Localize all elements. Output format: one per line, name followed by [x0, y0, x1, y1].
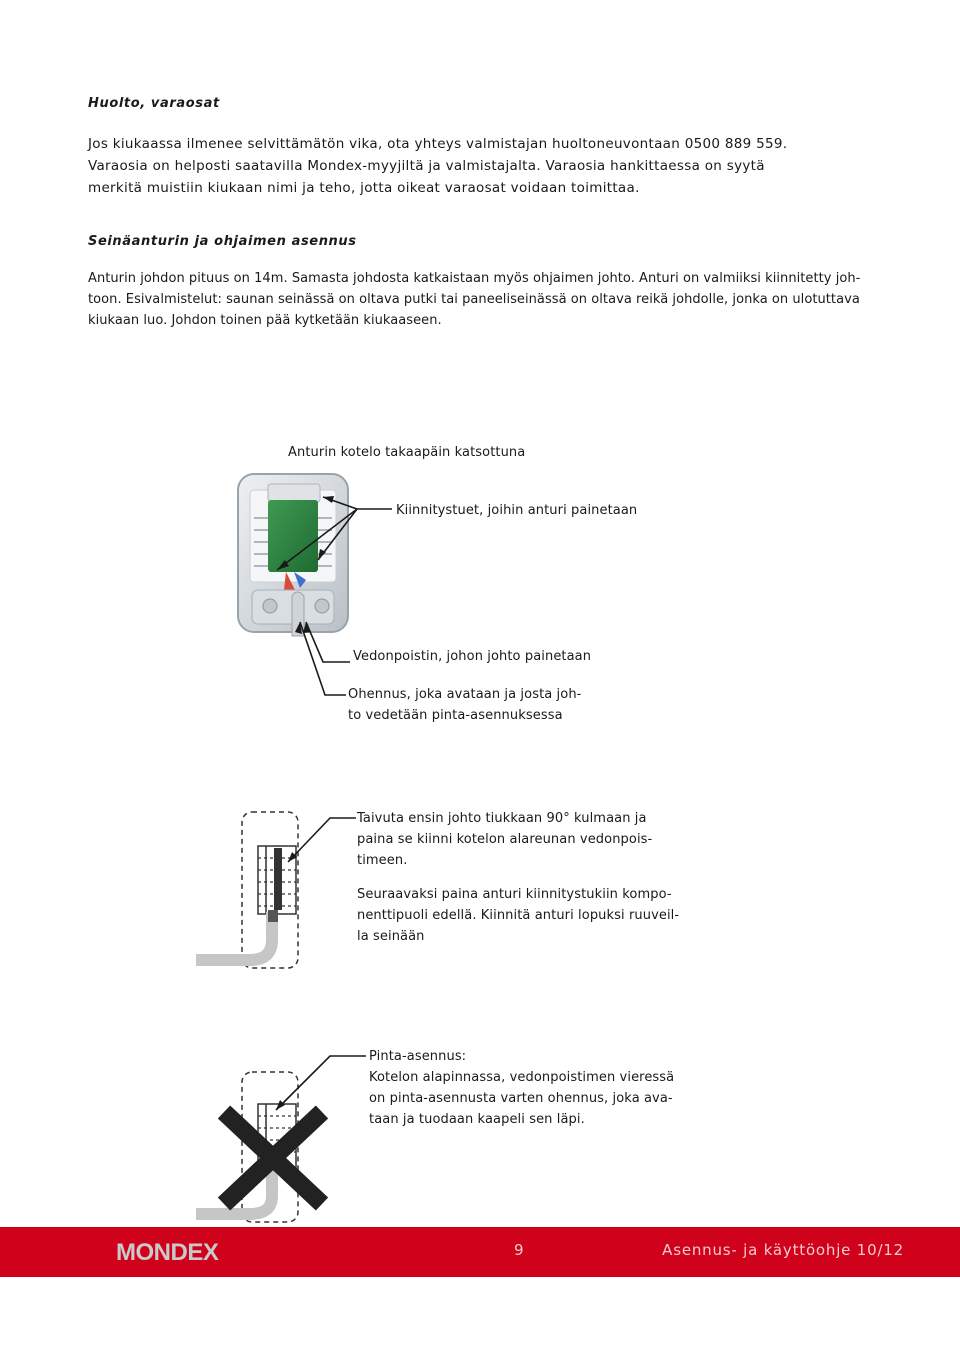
text-line: merkitä muistiin kiukaan nimi ja teho, jotta oikeat varaosat voidaan toimittaa. [88, 180, 640, 196]
section-heading-installation: Seinäanturin ja ohjaimen asennus [88, 234, 357, 249]
text-line: on pinta-asennusta varten ohennus, joka ava- [369, 1091, 673, 1106]
page-number: 9 [514, 1241, 524, 1259]
logo-text: MONDEX [116, 1239, 219, 1264]
figure3-text [369, 1046, 674, 1130]
text-line: nenttipuoli edellä. Kiinnitä anturi lopuksi ruuveil- [357, 908, 680, 923]
text-line: Jos kiukaassa ilmenee selvittämätön vika, ota yhteys valmistajan huoltoneuvontaan 0500 889 559. [88, 136, 788, 152]
text-line: Seuraavaksi paina anturi kiinnitystukiin kompo- [357, 887, 672, 902]
text-line: Kotelon alapinnassa, vedonpoistimen vieressä [369, 1070, 675, 1085]
document-title: Asennus- ja käyttöohje 10/12 [662, 1241, 904, 1259]
text-line: Varaosia on helposti saatavilla Mondex-myyjiltä ja valmistajalta. Varaosia hankittaessa on syytä [88, 158, 765, 174]
text-line: timeen. [357, 853, 408, 868]
text-line: la seinään [357, 929, 425, 944]
text-line: kiukaan luo. Johdon toinen pää kytketään kiukaaseen. [88, 313, 442, 328]
text-line: taan ja tuodaan kaapeli sen läpi. [369, 1112, 585, 1127]
text-line: Taivuta ensin johto tiukkaan 90° kulmaan ja [357, 811, 647, 826]
callout-supports: Kiinnitystuet, joihin anturi painetaan [396, 503, 638, 518]
text-line: to vedetään pinta-asennuksessa [348, 708, 563, 723]
text-line: Pinta-asennus: [369, 1049, 467, 1064]
mondex-logo [116, 1238, 256, 1264]
footer-bar [0, 1227, 960, 1277]
text-line: Ohennus, joka avataan ja josta joh- [348, 687, 582, 702]
text-line: toon. Esivalmistelut: saunan seinässä on oltava putki tai paneeliseinässä on oltava reikä johdolle, jonka on ulotuttava [88, 292, 860, 307]
figure1-title: Anturin kotelo takaapäin katsottuna [288, 445, 526, 460]
section-heading-maintenance: Huolto, varaosat [88, 96, 220, 111]
callout-strain-relief: Vedonpoistin, johon johto painetaan [353, 649, 592, 664]
text-line: paina se kiinni kotelon alareunan vedonpois- [357, 832, 653, 847]
text-line: Anturin johdon pituus on 14m. Samasta johdosta katkaistaan myös ohjaimen johto. Anturi on valmiiksi kiinnitetty joh- [88, 271, 861, 286]
